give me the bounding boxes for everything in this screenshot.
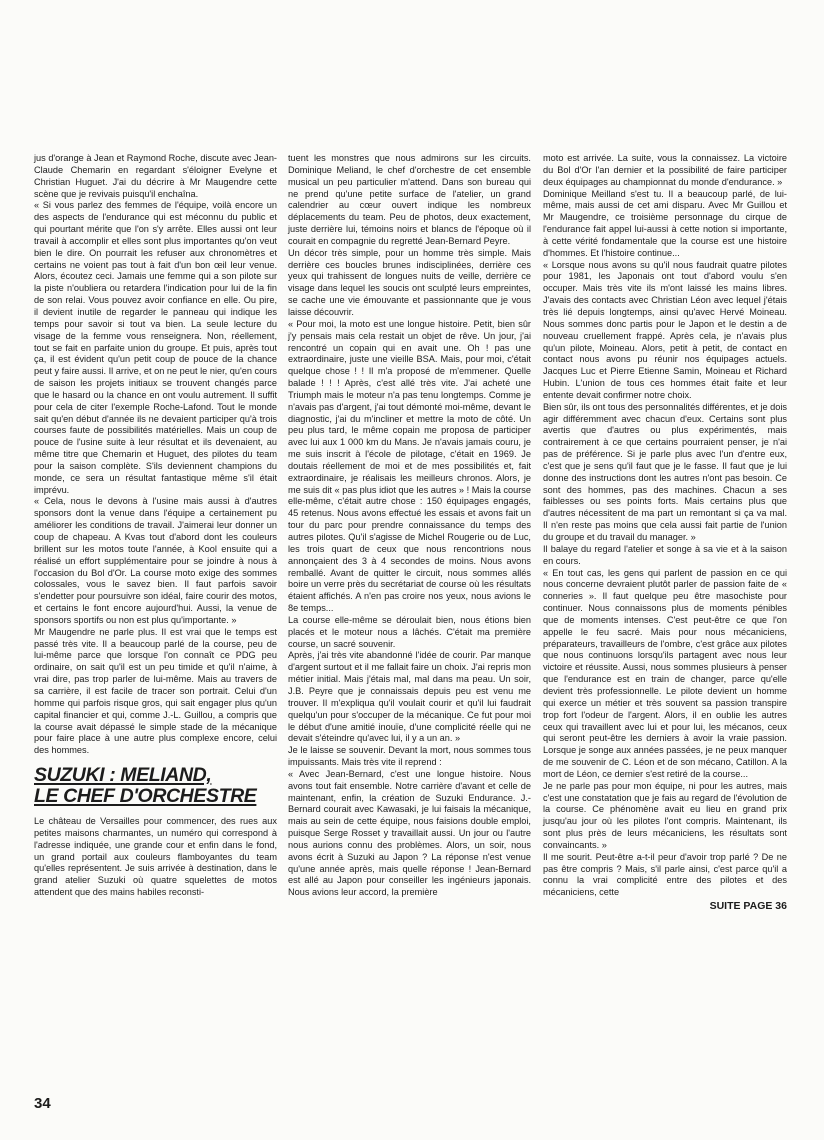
- paragraph: Dominique Meilland s'est tu. Il a beaucoup parlé, de lui-même, mais aussi de cet ami disparu. Avec Mr Guillou et Mr Maugendre, ce troisième personnage du cirque de l'endurance fait appel lui-aussi à cette notion si importante, à cette vérité fondamentale que la course est une histoire d'hommes. Et l'histoire continue...: [543, 188, 787, 258]
- headline-line-2: LE CHEF D'ORCHESTRE: [34, 784, 257, 807]
- paragraph: « Lorsque nous avons su qu'il nous faudrait quatre pilotes pour 1981, les Japonais ont tout d'abord voulu s'en occuper. Mais très vite ils m'ont laissé les mains libres. J'avais des contacts avec Christian Léon avec lequel j'étais très lié depuis longtemps, ainsi qu'avec Hervé Moineau. Nous sommes donc partis pour le Japon et le destin a de nouveau cruellement frappé. Après cela, je n'avais plus qu'un pilote, Moineau. Alors, petit à petit, de contact en contact nous avons pu réunir nos équipages actuels. Jacques Luc et Pierre Etienne Samin, Moineau et Richard Hubin. L'union de tous ces hommes était faite et leur entente devait confirmer notre choix.: [543, 259, 787, 400]
- paragraph: Après, j'ai très vite abandonné l'idée de courir. Par manque d'argent surtout et il me fallait faire un choix. J'ai repris mon métier initial. Mais j'étais mal, mal dans ma peau. Un soir, J.B. Peyre que je connaissais depuis peu est venu me trouver. Il m'expliqua qu'il voulait courir et qu'il lui faudrait quelqu'un pour s'occuper de la mécanique. Ce fut pour moi le début d'une amitié inouïe, d'une complicité réelle qui ne devait s'éteindre qu'avec lui, il y a un an. »: [288, 650, 531, 744]
- column2-body: [288, 153, 531, 899]
- paragraph: « Cela, nous le devons à l'usine mais aussi à d'autres sponsors dont la venue dans l'équipe a certainement pu améliorer les conditions de travail. J'aimerai leur donner un coup de chapeau. A Kvas tout d'abord dont les couleurs brillent sur les motos toute l'année, à Kool ensuite qui a réalisé un effort supplémentaire pour se joindre à nous à l'occasion du Bol d'Or. La course moto exige des sommes colossales, vous le savez bien. Il faut parfois savoir s'endetter pour poursuivre son idéal, faire courir des motos, et certains le font encore aujourd'hui. Aussi, la venue de sponsors sportifs ou non est plus qu'importante. »: [34, 496, 277, 625]
- paragraph: tuent les monstres que nous admirons sur les circuits. Dominique Meliand, le chef d'orchestre de cet ensemble musical un peu particulier m'attend. Dans son bureau qui ne prend qu'une petite surface de l'atelier, un grand calendrier au cœur ouvert indique les nombreux déplacements du team. Peu de photos, deux exactement, juste derrière lui, témoins noirs et blancs de l'époque où il courait en compagnie du regretté Jean-Bernard Peyre.: [288, 153, 531, 246]
- column3-body: [543, 153, 787, 899]
- paragraph: « Si vous parlez des femmes de l'équipe, voilà encore un des aspects de l'endurance qui est méconnu du public et qui pourtant mérite que l'on s'y arrête. Elles aussi ont leur travail à accomplir et elles sont plus importantes qu'on veut bien le dire. On pourrait les refuser aux chronomètres et certains ne voient pas tout à fait d'un bon œil leur venue. Alors, écoutez ceci. Jamais une femme qui a son pilote sur la piste n'oubliera ou retardera l'indication pour lui de la fin de son relai. Vous pouvez avoir confiance en elle. Ou pire, il devient inutile de regarder le panneau qui indique les temps pour savoir si tout va bien. La seule lecture du visage de la femme vous renseignera. Non, réellement, tout se fait en parfaite union du groupe. Et puis, après tout ça, il est évident qu'un petit coup de pouce de la chance peut y faire aussi. Il arrive, et on ne peut le nier, qu'en cours de saison les projets initiaux se trouvent changés parce que le hasard ou la chance en ont voulu autrement. Il suffit pour cela de citer l'exemple Roche-Lafond. Tout le monde sait qu'en début d'année ils ne devaient participer qu'à trois courses faute de possibilités matérielles. Mais un coup de pouce de l'usine suite à leur résultat et ils devenaient, au même titre que Chemarin et Huguet, des pilotes du team pour la saison complète. S'ils deviennent champions du monde, ce sera un résultat fantastique même s'il était imprévu.: [34, 200, 277, 495]
- paragraph: « Avec Jean-Bernard, c'est une longue histoire. Nous avons tout fait ensemble. Notre carrière d'avant et celle de maintenant, enfin, la création de Suzuki Endurance. J.-Bernard courait avec Kawasaki, je lui faisais la mécanique, mais au sein de cette équipe, nous faisions double emploi, puisque Serge Rosset y travaillait aussi. Un jour ou l'autre nous aurions connu des problèmes. Alors, un soir, nous avons écrit à Suzuki au Japon ? La réponse n'est venue qu'une année après, mais quelle réponse ! Jean-Bernard est allé au Japon pour conseiller les ingénieurs japonais. Nous avions leur accord, la première: [288, 768, 531, 898]
- paragraph: moto est arrivée. La suite, vous la connaissez. La victoire du Bol d'Or l'an dernier et la possibilité de faire participer deux équipages au championnat du monde d'endurance. »: [543, 153, 787, 187]
- section-headline: [34, 765, 277, 806]
- paragraph: Il me sourit. Peut-être a-t-il peur d'avoir trop parlé ? De ne pas être compris ? Mais, s'il parle ainsi, c'est parce qu'il a connu la vrai complicité entre des pilotes et des mécaniciens, cette: [543, 851, 787, 898]
- paragraph: Un décor très simple, pour un homme très simple. Mais derrière ces boucles brunes indisciplinées, derrière ces yeux qui trahissent de longues nuits de veille, derrière ce visage dans lequel les soucis ont sculpté leurs empreintes, se cache une vie émouvante et passionnante que je vous laisse découvrir.: [288, 247, 531, 317]
- paragraph: La course elle-même se déroulait bien, nous étions bien placés et le moteur nous a lâchés. C'était ma première course, un sacré souvenir.: [288, 614, 531, 649]
- paragraph: Mr Maugendre ne parle plus. Il est vrai que le temps est passé très vite. Il a beaucoup parlé de la course, peu de lui-même parce que lorsque l'on connaît ce PDG peu ordinaire, on sait qu'il est un peu timide et qu'il n'aime, à vrai dire, pas trop parler de lui-même. Mais au travers de sa carrière, il est facile de tracer son portrait. Celui d'un homme qui parfois risque gros, qui sait engager plus qu'un capital financier et qui, comme J.-L. Guillou, a compris que la course avait dépassé le simple stade de la mécanique pour faire place à une autre plus complexe encore, celui des hommes.: [34, 626, 277, 756]
- headline-line-1: SUZUKI : MELIAND,: [34, 764, 212, 787]
- text-column-3: [543, 153, 787, 913]
- text-column-2: [288, 153, 531, 899]
- text-column-1: [34, 153, 277, 899]
- paragraph: Je ne parle pas pour mon équipe, ni pour les autres, mais c'est une constatation que je fais au regard de l'évolution de la course. Ce phénomène avait eu lieu en grand prix jusqu'au jour où les pilotes l'ont compris. Maintenant, ils sont plus près de leurs mécaniciens, les résultats sont convaincants. »: [543, 780, 787, 850]
- paragraph: Le château de Versailles pour commencer, des rues aux petites maisons charmantes, un numéro qui correspond à l'adresse indiquée, une grande cour et enfin dans le fond, un grand portail aux couleurs flamboyantes du team qu'elles représentent. Je suis arrivée à destination, dans le grand atelier Suzuki où quatre squelettes de motos attendent que des mains habiles reconsti-: [34, 816, 277, 898]
- column1-after-headline: [34, 816, 277, 899]
- paragraph: Je le laisse se souvenir. Devant la mort, nous sommes tous impuissants. Mais très vite il reprend :: [288, 745, 531, 768]
- column1-body: [34, 153, 277, 757]
- paragraph: « En tout cas, les gens qui parlent de passion en ce qui nous concerne devraient plutôt parler de passion faite de « conneries ». Il faut quelque peu être masochiste pour continuer. Nous connaissons plus de moments pénibles que de moments intenses. C'est peut-être ce que l'on appelle le feu sacré. Mais pour nous mécaniciens, préparateurs, travailleurs de l'ombre, c'est grâce aux pilotes que nous continuons lorsqu'ils partagent avec nous leur victoire et réussite. Aussi, nous sommes plusieurs à penser que l'endurance est en train de changer, parce qu'elle devient très professionnelle. Le pilote devient un homme qui exerce un métier et très souvent sa passion transpire trop fort l'odeur de l'argent. Alors, il en oublie les autres ceux qui travaillent avec lui et pour lui, les mécanos, ceux qui seront peut-être les derniers à avoir la vraie passion. Lorsque je songe aux années passées, je ne peux manquer de me souvenir de C. Léon et de son mécano, Catillon. A la mort de Léon, ce dernier s'est retiré de la course...: [543, 567, 787, 779]
- paragraph: Il balaye du regard l'atelier et songe à sa vie et à la saison en cours.: [543, 543, 787, 566]
- paragraph: jus d'orange à Jean et Raymond Roche, discute avec Jean-Claude Chemarin en regardant s'éloigner Evelyne et Christian Huguet. J'ai du décrire à Mr Maugendre cette scène que je revivais puisqu'il enchaîna.: [34, 153, 277, 199]
- paragraph: « Pour moi, la moto est une longue histoire. Petit, bien sûr j'y pensais mais cela restait un objet de rêve. Un jour, j'ai rencontré un copain qui en avait une. Oh ! pas une extraordinaire, juste une vieille BSA. Mais, pour moi, c'était quelque chose ! ! Il m'a proposé de m'emmener. Quelle balade ! ! ! Après, c'est allé très vite. J'ai acheté une Triumph mais le moteur n'a pas tenu longtemps. Comme je n'avais pas d'argent, j'ai tout démonté moi-même, devant le diagnostic, j'ai du m'incliner et mettre la moto de côté. Un peu plus tard, le même copain me proposa de participer avec lui aux 1 000 km du Mans. Je n'avais jamais couru, je me suis inscrit à l'école de pilotage, c'était en 1969. Je doutais réellement de moi et de mes possibilités et, fait extraordinaire, je réalisais les meilleurs chronos. Alors, je me suis dit « pas plus idiot que les autres » ! Mais la course elle-même, c'était autre chose : 150 équipages engagés, 45 retenus. Nous avons effectué les essais et avons fait un tour du parc pour prendre connaissance du temps des autres pilotes. Qu'il s'agisse de Michel Rougerie ou de Luc, les trois quart de ceux que nous rencontrions nous annonçaient des 3 à 4 secondes de moins. Nous avons remballé. Avant de quitter le circuit, nous sommes allés boire un verre près du secrétariat de course où les résultats étaient affichés. A n'en pas croire nos yeux, nous avions le 8e temps...: [288, 318, 531, 614]
- continued-label: SUITE PAGE 36: [709, 900, 787, 913]
- paragraph: Bien sûr, ils ont tous des personnalités différentes, et je dois agir différemment avec chacun d'eux. Certains sont plus avertis que d'autres ou plus expérimentés, mais contrairement à ce que certains pourraient penser, je n'ai pas de préférence. Si je parle plus avec l'un d'entre eux, c'est que je sens qu'il faut que je le fasse. Il faut que je lui donne des instructions dont les autres n'ont pas besoin. Ce sont des hommes, pas des machines. Chacun a ses faiblesses ou ses points forts. Mais certains plus que d'autres nécessitent de ma part un remontant si ça va mal. Il n'en reste pas moins que cela aussi fait partie de l'union du groupe et du travail du manager. »: [543, 401, 787, 542]
- page-number: 34: [34, 1095, 51, 1112]
